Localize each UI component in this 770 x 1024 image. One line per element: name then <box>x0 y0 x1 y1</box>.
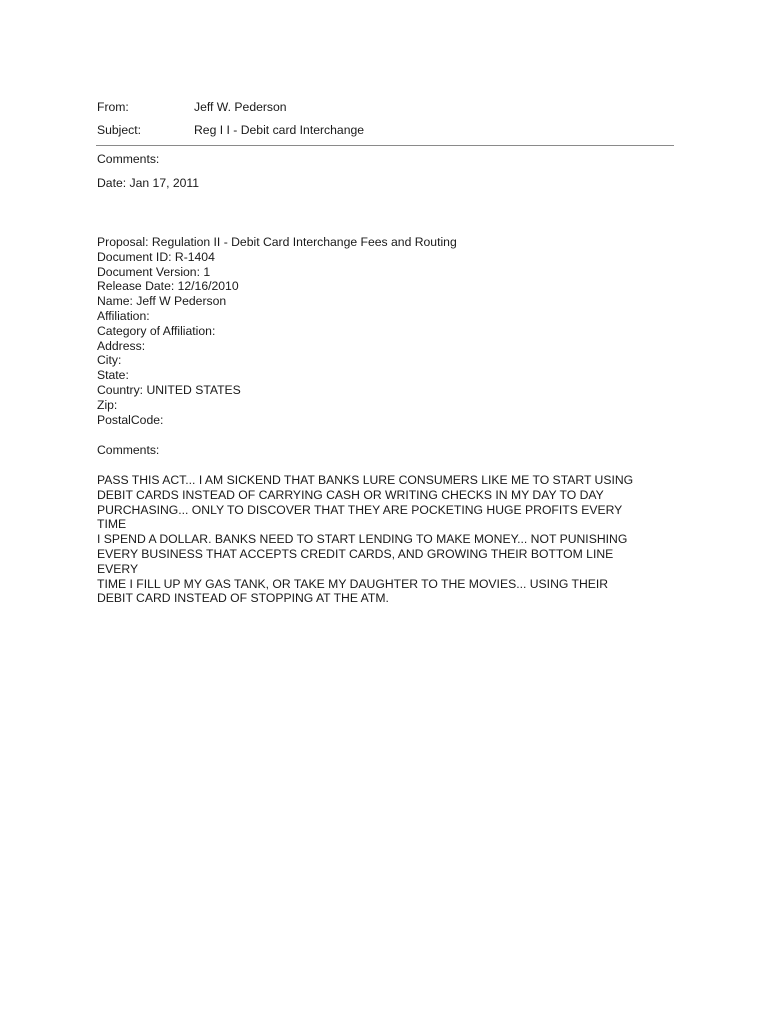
detail-proposal: Proposal: Regulation II - Debit Card Interchange Fees and Routing <box>97 235 457 249</box>
detail-postal-code: PostalCode: <box>97 412 164 427</box>
comment-line: EVERY BUSINESS THAT ACCEPTS CREDIT CARDS, AND GROWING THEIR BOTTOM LINE <box>97 546 614 561</box>
date-line: Date: Jan 17, 2011 <box>97 176 200 190</box>
comment-line: DEBIT CARD INSTEAD OF STOPPING AT THE ATM. <box>97 591 389 606</box>
detail-address: Address: <box>97 338 146 353</box>
detail-country: Country: UNITED STATES <box>97 382 241 397</box>
comment-text <box>97 473 633 606</box>
subject-value: Reg I I - Debit card Interchange <box>194 123 365 137</box>
subject-label: Subject: <box>97 123 142 137</box>
detail-name: Name: Jeff W Pederson <box>97 294 227 309</box>
detail-city: City: <box>97 353 122 368</box>
comment-line: DEBIT CARDS INSTEAD OF CARRYING CASH OR WRITING CHECKS IN MY DAY TO DAY <box>97 487 604 502</box>
comment-line: TIME I FILL UP MY GAS TANK, OR TAKE MY DAUGHTER TO THE MOVIES... USING THEIR <box>97 576 609 591</box>
detail-category-of-affiliation: Category of Affiliation: <box>97 323 216 338</box>
detail-state: State: <box>97 368 129 383</box>
comments-label: Comments: <box>97 443 160 457</box>
detail-zip: Zip: <box>97 397 118 412</box>
detail-affiliation: Affiliation: <box>97 308 150 323</box>
comment-line: PASS THIS ACT... I AM SICKEND THAT BANKS LURE CONSUMERS LIKE ME TO START USING <box>97 473 634 487</box>
comment-line: TIME <box>97 517 127 532</box>
comment-line: EVERY <box>97 561 139 576</box>
detail-release-date: Release Date: 12/16/2010 <box>97 279 239 294</box>
detail-document-version: Document Version: 1 <box>97 264 211 279</box>
header-divider <box>96 145 674 146</box>
submission-details <box>97 235 457 427</box>
from-value: Jeff W. Pederson <box>194 100 287 114</box>
comments-heading: Comments: <box>97 152 160 166</box>
detail-document-id: Document ID: R-1404 <box>97 249 215 264</box>
from-label: From: <box>97 100 129 114</box>
comment-line: I SPEND A DOLLAR. BANKS NEED TO START LENDING TO MAKE MONEY... NOT PUNISHING <box>97 532 628 547</box>
comment-line: PURCHASING... ONLY TO DISCOVER THAT THEY ARE POCKETING HUGE PROFITS EVERY <box>97 502 623 517</box>
